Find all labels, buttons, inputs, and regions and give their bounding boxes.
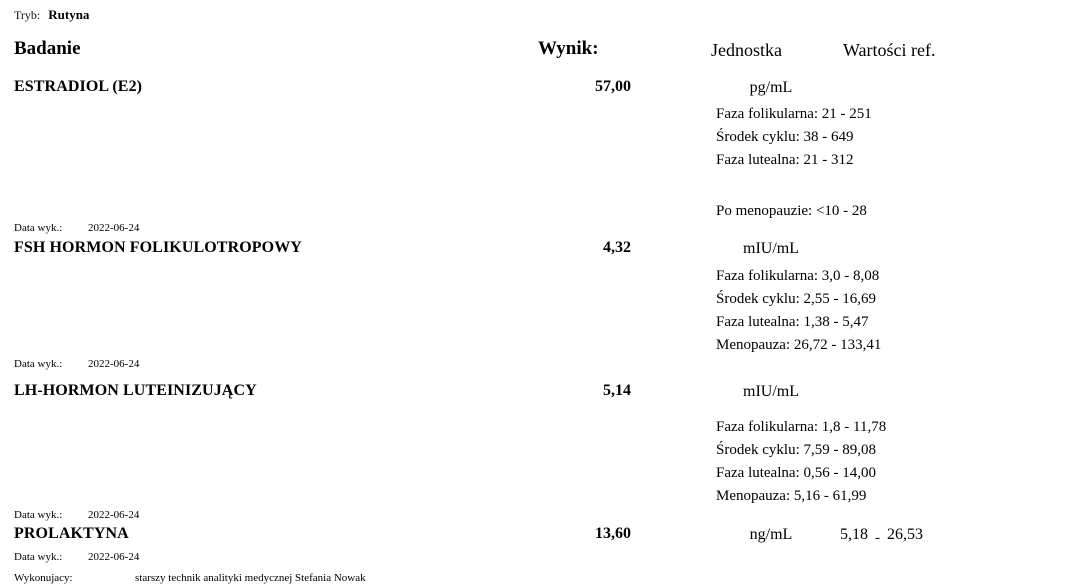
reference-line: Menopauza: 5,16 - 61,99	[716, 488, 867, 504]
date-value: 2022-06-24	[88, 358, 140, 370]
test-result: 57,00	[595, 78, 631, 95]
reference-line: Faza folikularna: 3,0 - 8,08	[716, 268, 880, 284]
test-name: ESTRADIOL (E2)	[14, 78, 143, 95]
reference-high: 26,53	[887, 526, 923, 543]
performer-label: Wykonujacy:	[14, 572, 73, 584]
reference-line: Faza lutealna: 21 - 312	[716, 152, 854, 168]
date-label: Data wyk.:	[14, 358, 63, 370]
date-value: 2022-06-24	[88, 551, 140, 563]
reference-line: Środek cyklu: 7,59 - 89,08	[716, 442, 876, 458]
test-name: LH-HORMON LUTEINIZUJĄCY	[14, 382, 257, 399]
reference-line: Faza lutealna: 1,38 - 5,47	[716, 314, 869, 330]
reference-line: Środek cyklu: 2,55 - 16,69	[716, 291, 876, 307]
test-result: 4,32	[603, 239, 631, 256]
test-result: 13,60	[595, 525, 631, 542]
reference-line: Środek cyklu: 38 - 649	[716, 129, 854, 145]
test-unit: mIU/mL	[743, 383, 799, 400]
test-unit: ng/mL	[749, 526, 793, 543]
performer-value: starszy technik analityki medycznej Stefania Nowak	[135, 572, 366, 584]
test-result: 5,14	[603, 382, 631, 399]
reference-line: Faza lutealna: 0,56 - 14,00	[716, 465, 876, 481]
mode-row	[14, 6, 89, 24]
date-value: 2022-06-24	[88, 509, 140, 521]
date-value: 2022-06-24	[88, 222, 140, 234]
column-header-unit: Jednostka	[711, 40, 782, 60]
reference-line: Faza folikularna: 1,8 - 11,78	[716, 419, 887, 435]
column-header-test: Badanie	[14, 38, 81, 59]
test-unit: pg/mL	[749, 79, 793, 96]
reference-low: 5,18	[840, 526, 868, 543]
date-label: Data wyk.:	[14, 509, 63, 521]
reference-line: Menopauza: 26,72 - 133,41	[716, 337, 882, 353]
reference-line: Po menopauzie: <10 - 28	[716, 203, 867, 219]
date-label: Data wyk.:	[14, 222, 63, 234]
reference-range	[840, 526, 923, 544]
test-name: PROLAKTYNA	[14, 525, 129, 542]
reference-dash: -	[875, 530, 880, 546]
column-header-result: Wynik:	[538, 38, 599, 59]
test-unit: mIU/mL	[743, 240, 799, 257]
mode-label: Tryb:	[14, 8, 41, 22]
test-name: FSH HORMON FOLIKULOTROPOWY	[14, 239, 302, 256]
date-label: Data wyk.:	[14, 551, 63, 563]
reference-line: Faza folikularna: 21 - 251	[716, 106, 872, 122]
column-header-reference: Wartości ref.	[843, 40, 936, 60]
mode-value: Rutyna	[48, 7, 90, 22]
